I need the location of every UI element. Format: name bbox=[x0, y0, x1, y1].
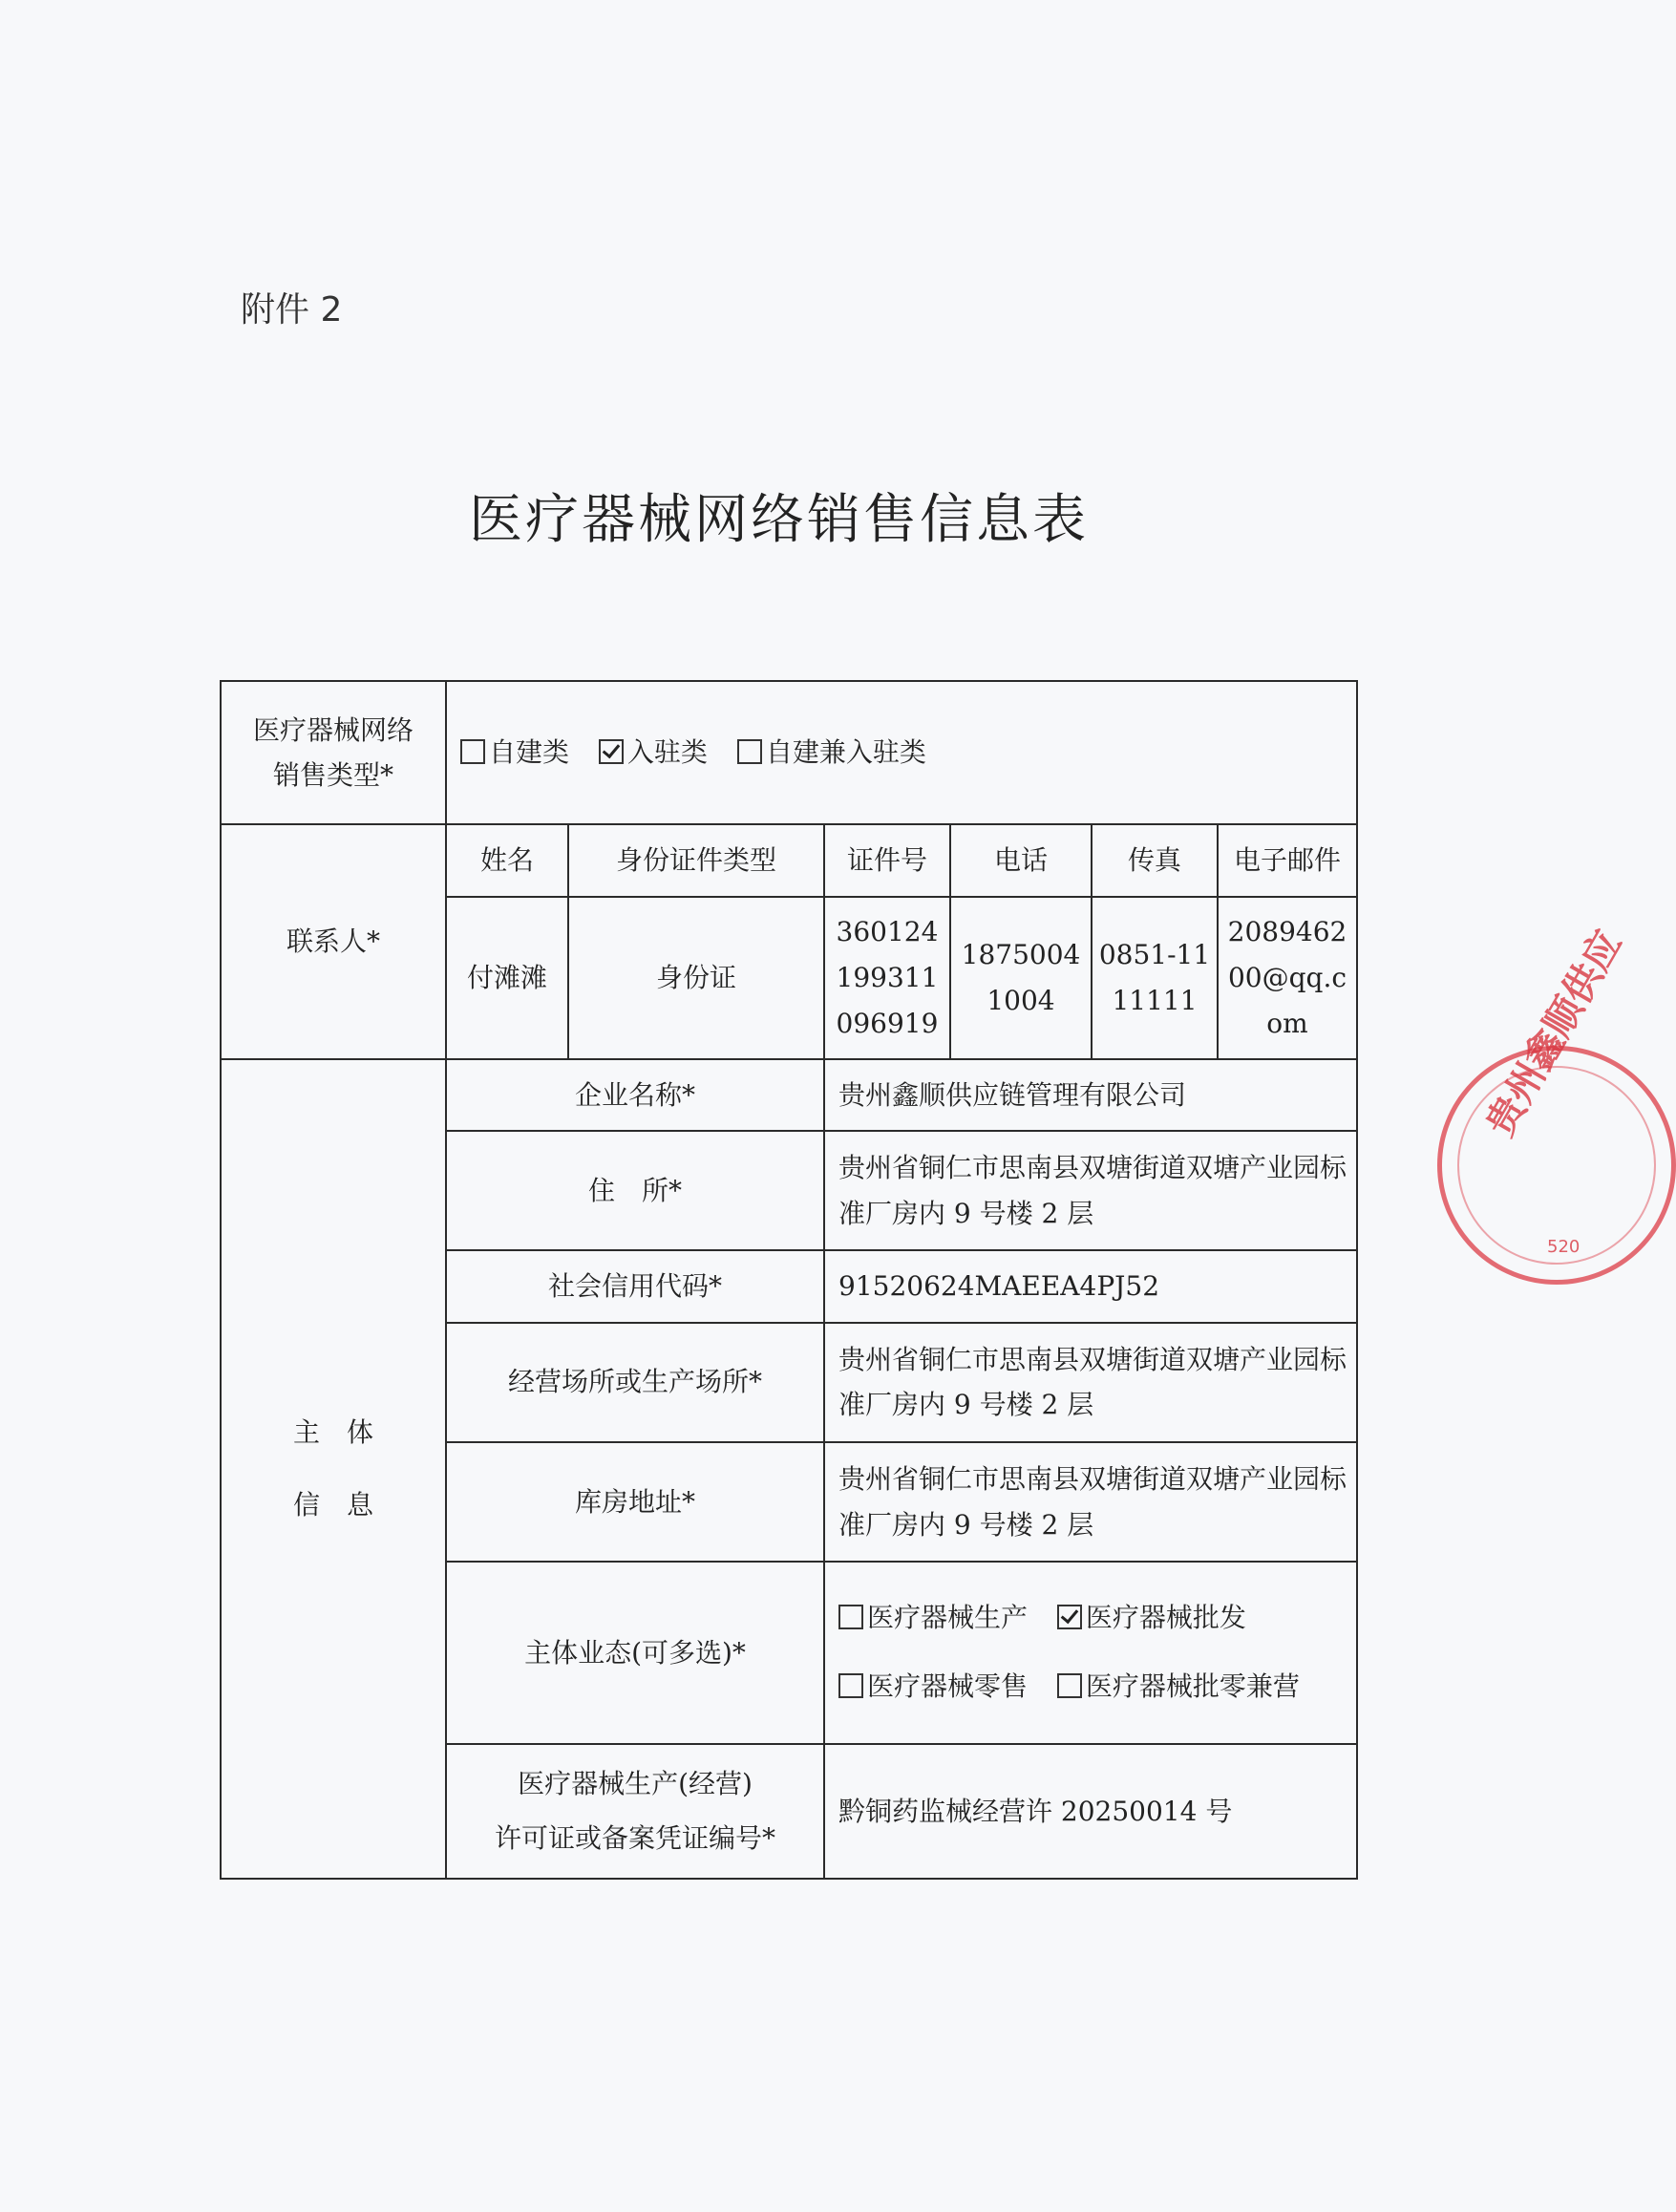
license-label bbox=[446, 1744, 824, 1879]
contact-name: 付滩滩 bbox=[446, 897, 568, 1059]
option-label: 医疗器械批发 bbox=[1085, 1601, 1246, 1633]
contact-id-type: 身份证 bbox=[568, 897, 824, 1059]
checkbox-icon[interactable] bbox=[838, 1673, 863, 1698]
residence-label: 住 所* bbox=[446, 1131, 824, 1250]
license-label-line1: 医疗器械生产(经营) bbox=[518, 1767, 753, 1799]
option-wholesale[interactable] bbox=[1057, 1602, 1246, 1633]
company-seal bbox=[1437, 923, 1676, 1285]
checkbox-checked-icon[interactable] bbox=[599, 739, 624, 764]
checkbox-icon[interactable] bbox=[1057, 1673, 1082, 1698]
header-id-number: 证件号 bbox=[824, 824, 950, 896]
option-label: 自建类 bbox=[489, 736, 570, 769]
sales-type-options bbox=[446, 681, 1357, 824]
header-email: 电子邮件 bbox=[1218, 824, 1357, 896]
header-name: 姓名 bbox=[446, 824, 568, 896]
credit-code-value: 91520624MAEEA4PJ52 bbox=[824, 1250, 1357, 1322]
option-wholesale-retail[interactable] bbox=[1057, 1670, 1300, 1702]
sales-type-label-line2: 销售类型* bbox=[272, 759, 393, 792]
option-resident[interactable] bbox=[599, 736, 708, 768]
option-manufacturing[interactable] bbox=[838, 1602, 1028, 1633]
checkbox-icon[interactable] bbox=[838, 1605, 863, 1629]
contact-id-number: 360124199311096919 bbox=[824, 897, 950, 1059]
contact-label: 联系人* bbox=[221, 824, 446, 1059]
option-label: 医疗器械零售 bbox=[867, 1670, 1029, 1703]
entity-label-line2: 信 息 bbox=[292, 1488, 373, 1521]
checkbox-icon[interactable] bbox=[460, 739, 485, 764]
contact-email: 208946200@qq.com bbox=[1218, 897, 1357, 1059]
annex-label: 附件 2 bbox=[241, 290, 343, 330]
entity-label-line1: 主 体 bbox=[292, 1416, 373, 1449]
header-fax: 传真 bbox=[1092, 824, 1218, 896]
checkbox-checked-icon[interactable] bbox=[1057, 1605, 1082, 1629]
option-label: 自建兼入驻类 bbox=[765, 736, 926, 769]
option-self-built-and-resident[interactable] bbox=[737, 736, 926, 768]
warehouse-label: 库房地址* bbox=[446, 1442, 824, 1562]
sales-type-label bbox=[221, 681, 446, 824]
header-phone: 电话 bbox=[950, 824, 1092, 896]
business-place-value: 贵州省铜仁市思南县双塘街道双塘产业园标准厂房内 9 号楼 2 层 bbox=[824, 1323, 1357, 1442]
info-table bbox=[220, 680, 1358, 1880]
business-place-label: 经营场所或生产场所* bbox=[446, 1323, 824, 1442]
license-number-value: 黔铜药监械经营许 20250014 号 bbox=[824, 1744, 1357, 1879]
credit-code-label: 社会信用代码* bbox=[446, 1250, 824, 1322]
option-label: 医疗器械生产 bbox=[867, 1601, 1029, 1633]
business-form-options bbox=[824, 1562, 1357, 1743]
seal-number: 520 bbox=[1547, 1237, 1581, 1257]
company-name-label: 企业名称* bbox=[446, 1059, 824, 1131]
contact-phone: 18750041004 bbox=[950, 897, 1092, 1059]
checkbox-icon[interactable] bbox=[737, 739, 762, 764]
company-name-row bbox=[221, 1059, 1357, 1131]
license-label-line2: 许可证或备案凭证编号* bbox=[494, 1822, 775, 1855]
option-label: 入驻类 bbox=[626, 736, 708, 769]
contact-header-row bbox=[221, 824, 1357, 896]
company-name-value: 贵州鑫顺供应链管理有限公司 bbox=[824, 1059, 1357, 1131]
warehouse-value: 贵州省铜仁市思南县双塘街道双塘产业园标准厂房内 9 号楼 2 层 bbox=[824, 1442, 1357, 1562]
header-id-type: 身份证件类型 bbox=[568, 824, 824, 896]
contact-fax: 0851-1111111 bbox=[1092, 897, 1218, 1059]
option-retail[interactable] bbox=[838, 1670, 1028, 1702]
seal-text: 贵州鑫顺供应 bbox=[1477, 923, 1631, 1144]
business-form-label: 主体业态(可多选)* bbox=[446, 1562, 824, 1743]
document-title: 医疗器械网络销售信息表 bbox=[469, 489, 1089, 551]
sales-type-label-line1: 医疗器械网络 bbox=[252, 713, 414, 746]
residence-value: 贵州省铜仁市思南县双塘街道双塘产业园标准厂房内 9 号楼 2 层 bbox=[824, 1131, 1357, 1250]
sales-type-row bbox=[221, 681, 1357, 824]
option-label: 医疗器械批零兼营 bbox=[1085, 1670, 1300, 1703]
entity-label bbox=[221, 1059, 446, 1879]
option-self-built[interactable] bbox=[460, 736, 569, 768]
